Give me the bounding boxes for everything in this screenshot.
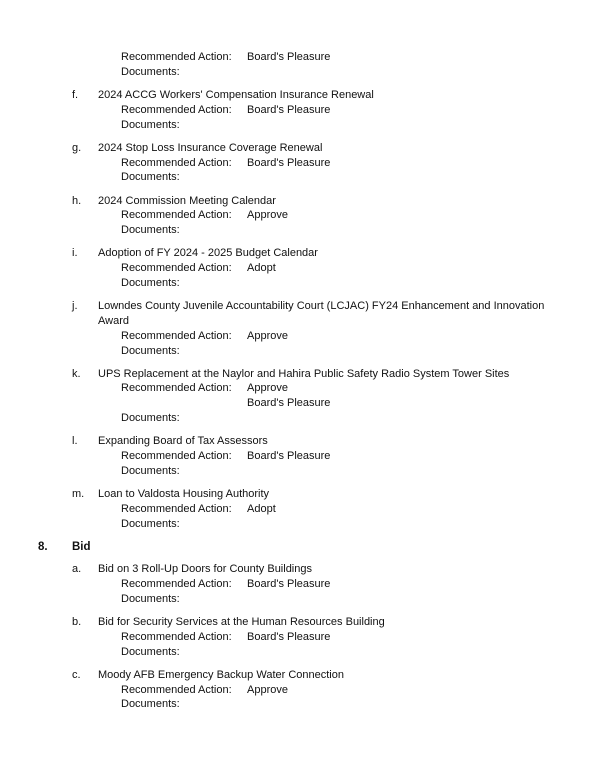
- documents-line: [0, 411, 600, 426]
- recommended-action-line: [0, 50, 600, 65]
- agenda-item: [0, 367, 600, 426]
- agenda-item-title-line: [0, 487, 600, 502]
- recommended-action-value: Board's Pleasure: [247, 51, 331, 63]
- agenda-item-title: 2024 Stop Loss Insurance Coverage Renewal: [98, 141, 323, 154]
- recommended-action-value: Board's Pleasure: [247, 450, 331, 463]
- agenda-item-title: 2024 ACCG Workers' Compensation Insurance Renewal: [98, 88, 374, 101]
- documents-label: Documents:: [121, 171, 180, 184]
- agenda-page: [0, 50, 600, 712]
- recommended-action-value: Board's Pleasure: [247, 630, 331, 643]
- agenda-item-title: Adoption of FY 2024 - 2025 Budget Calendar: [98, 247, 318, 260]
- recommended-action-line: [0, 577, 600, 592]
- documents-line: [0, 645, 600, 660]
- recommended-action-line: [0, 449, 600, 464]
- agenda-item: [0, 615, 600, 659]
- agenda-item-title: Expanding Board of Tax Assessors: [98, 435, 268, 448]
- documents-line: [0, 592, 600, 607]
- recommended-action-value: Approve: [247, 683, 288, 696]
- recommended-action-label: Recommended Action:: [121, 630, 232, 643]
- agenda-item-title: Award: [98, 314, 129, 327]
- recommended-action-label: Recommended Action:: [121, 329, 232, 342]
- agenda-item: [0, 434, 600, 478]
- agenda-item: [0, 487, 600, 531]
- documents-line: [0, 344, 600, 359]
- recommended-action-line: [0, 630, 600, 645]
- agenda-item-title-line: [0, 367, 600, 382]
- agenda-item-letter: k.: [72, 367, 81, 380]
- agenda-item-title: Loan to Valdosta Housing Authority: [98, 488, 270, 501]
- agenda-item-title-line: [0, 615, 600, 630]
- documents-line: [0, 223, 600, 238]
- recommended-action-line: [0, 103, 600, 118]
- agenda-item-letter: j.: [72, 300, 78, 313]
- recommended-action-label: Recommended Action:: [121, 51, 232, 63]
- documents-line: [0, 517, 600, 532]
- recommended-action-line: [0, 502, 600, 517]
- agenda-item: [0, 194, 600, 238]
- documents-line: [0, 276, 600, 291]
- agenda-item-title-line: [0, 314, 600, 329]
- recommended-action-label: Recommended Action:: [121, 209, 232, 222]
- recommended-action-line: [0, 683, 600, 698]
- agenda-item-title: Moody AFB Emergency Backup Water Connection: [98, 668, 344, 681]
- documents-label: Documents:: [121, 517, 180, 530]
- agenda-item-letter: m.: [72, 488, 85, 501]
- recommended-action-value: Board's Pleasure: [247, 397, 331, 410]
- agenda-item-letter: g.: [72, 141, 82, 154]
- recommended-action-label: Recommended Action:: [121, 578, 232, 591]
- documents-label: Documents:: [121, 592, 180, 605]
- recommended-action-label: Recommended Action:: [121, 450, 232, 463]
- recommended-action-value: Approve: [247, 329, 288, 342]
- section-title: Bid: [72, 541, 91, 554]
- recommended-action-value: Approve: [247, 209, 288, 222]
- agenda-item-letter: h.: [72, 194, 82, 207]
- agenda-item-title-line: [0, 141, 600, 156]
- agenda-item-title: Bid for Security Services at the Human Resources Building: [98, 616, 385, 629]
- agenda-item: [0, 299, 600, 358]
- recommended-action-value: Board's Pleasure: [247, 578, 331, 591]
- agenda-item-letter: l.: [72, 435, 78, 448]
- documents-label: Documents:: [121, 412, 180, 425]
- section-number: 8.: [38, 541, 48, 554]
- agenda-item-title: UPS Replacement at the Naylor and Hahira Public Safety Radio System Tower Sites: [98, 367, 510, 380]
- recommended-action-line: [0, 381, 600, 396]
- agenda-item-letter: f.: [72, 88, 79, 101]
- agenda-item-letter: i.: [72, 247, 78, 260]
- recommended-action-label: Recommended Action:: [121, 156, 232, 169]
- agenda-item: [0, 668, 600, 712]
- recommended-action-label: Recommended Action:: [121, 103, 232, 116]
- recommended-action-label: Recommended Action:: [121, 262, 232, 275]
- agenda-item-letter: a.: [72, 563, 82, 576]
- documents-line: [0, 170, 600, 185]
- agenda-item-title-line: [0, 246, 600, 261]
- agenda-item: [0, 562, 600, 606]
- agenda-item-title-line: [0, 562, 600, 577]
- documents-label: Documents:: [121, 698, 180, 711]
- agenda-item: [0, 246, 600, 290]
- documents-label: Documents:: [121, 344, 180, 357]
- agenda-item-continued: [0, 50, 600, 80]
- recommended-action-line: [0, 396, 600, 411]
- agenda-item-letter: c.: [72, 668, 81, 681]
- documents-line: [0, 65, 600, 80]
- agenda-item-title: Bid on 3 Roll-Up Doors for County Buildings: [98, 563, 312, 576]
- recommended-action-line: [0, 208, 600, 223]
- agenda-item-title-line: [0, 434, 600, 449]
- section-heading: [0, 540, 600, 555]
- agenda-item-title-line: [0, 299, 600, 314]
- documents-label: Documents:: [121, 224, 180, 237]
- recommended-action-value: Adopt: [247, 262, 276, 275]
- recommended-action-line: [0, 156, 600, 171]
- documents-label: Documents:: [121, 276, 180, 289]
- recommended-action-line: [0, 261, 600, 276]
- agenda-item: [0, 88, 600, 132]
- recommended-action-label: Recommended Action:: [121, 502, 232, 515]
- documents-label: Documents:: [121, 118, 180, 131]
- documents-line: [0, 697, 600, 712]
- recommended-action-value: Adopt: [247, 502, 276, 515]
- recommended-action-label: Recommended Action:: [121, 382, 232, 395]
- recommended-action-value: Board's Pleasure: [247, 156, 331, 169]
- agenda-item-title-line: [0, 668, 600, 683]
- agenda-item-title-line: [0, 194, 600, 209]
- agenda-item-title: 2024 Commission Meeting Calendar: [98, 194, 276, 207]
- documents-line: [0, 464, 600, 479]
- documents-line: [0, 118, 600, 133]
- recommended-action-label: Recommended Action:: [121, 683, 232, 696]
- agenda-item-title-line: [0, 88, 600, 103]
- agenda-item: [0, 141, 600, 185]
- agenda-item-title: Lowndes County Juvenile Accountability Court (LCJAC) FY24 Enhancement and Innovation: [98, 300, 545, 313]
- documents-label: Documents:: [121, 645, 180, 658]
- documents-label: Documents:: [121, 65, 180, 78]
- recommended-action-value: Board's Pleasure: [247, 103, 331, 116]
- recommended-action-value: Approve: [247, 382, 288, 395]
- agenda-item-letter: b.: [72, 616, 82, 629]
- documents-label: Documents:: [121, 464, 180, 477]
- recommended-action-line: [0, 329, 600, 344]
